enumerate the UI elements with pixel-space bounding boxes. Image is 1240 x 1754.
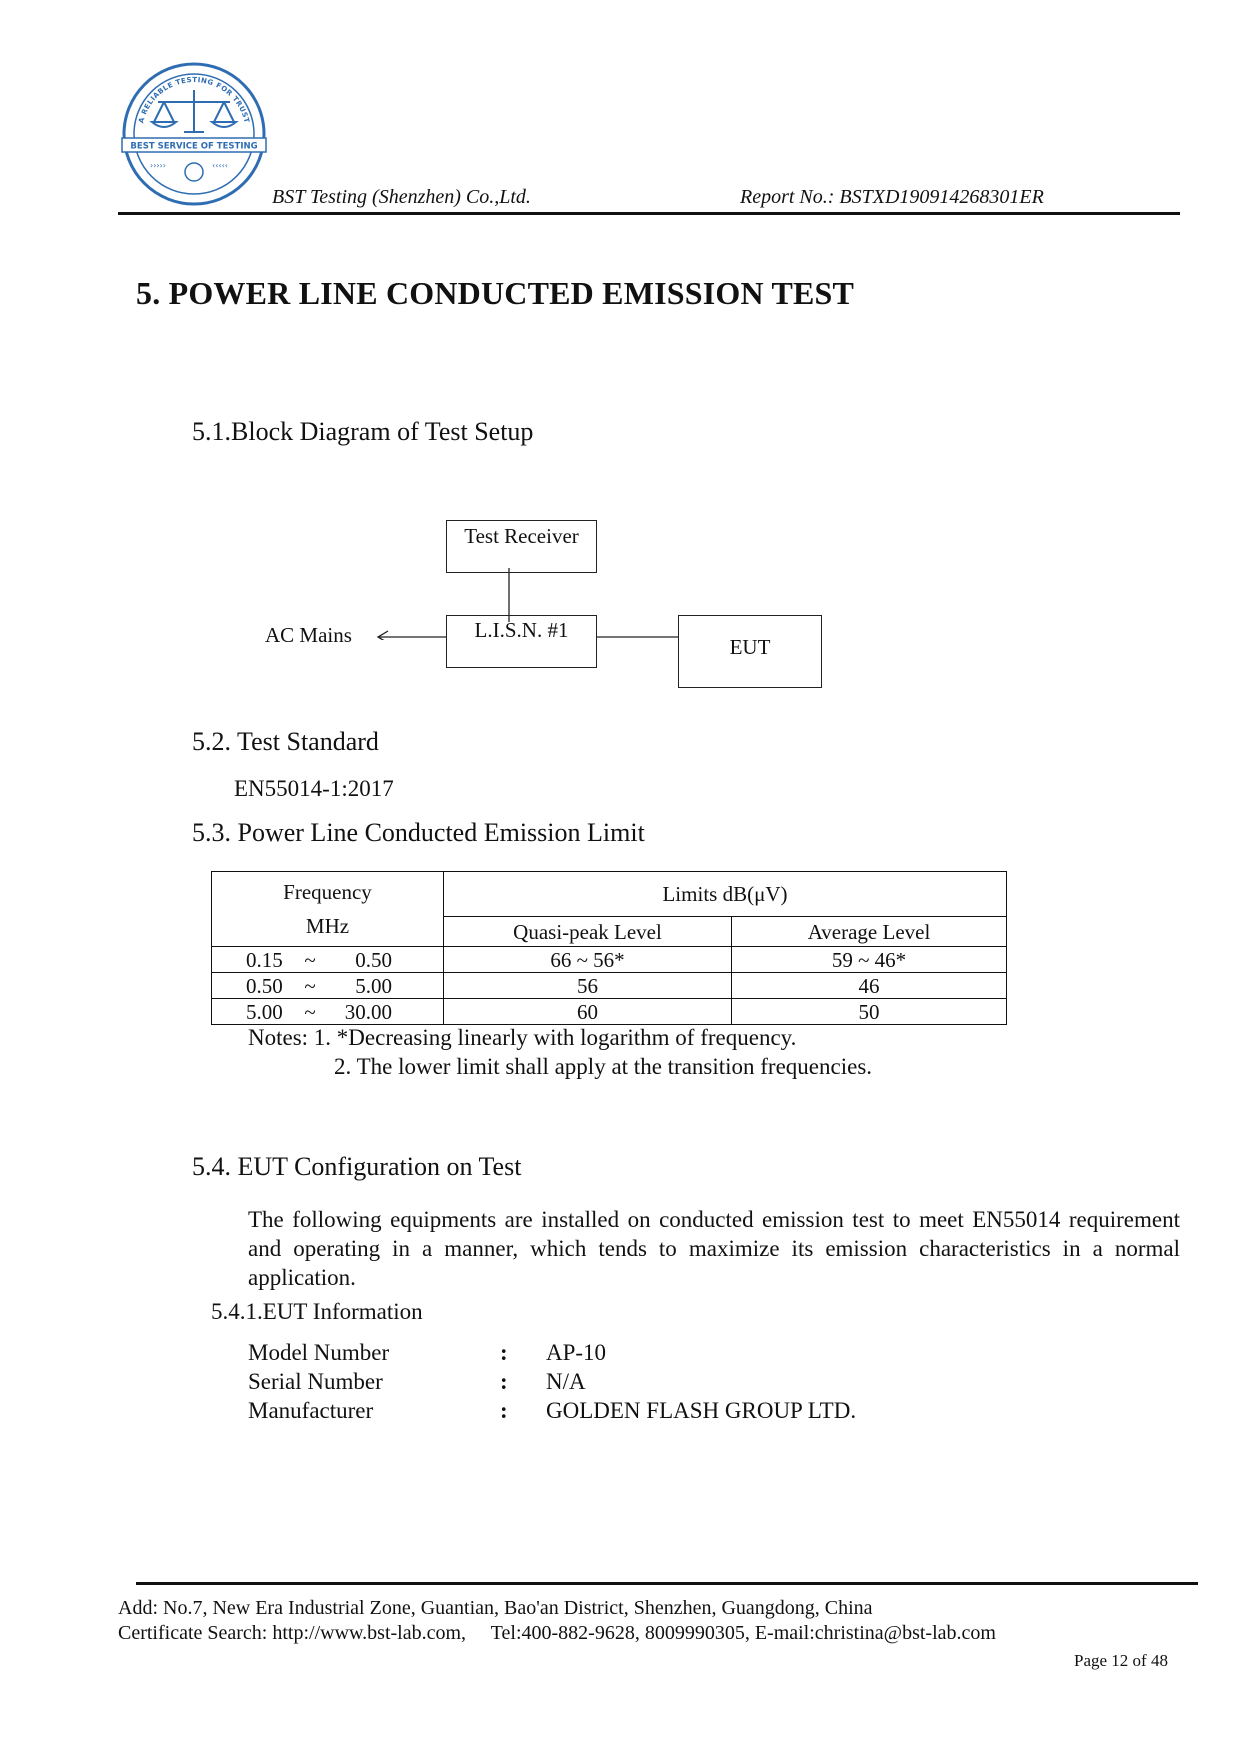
freq-tilde: ~ [304, 999, 316, 1024]
test-standard-value: EN55014-1:2017 [234, 776, 394, 801]
freq-end: 0.50 [355, 947, 392, 972]
eut-label: EUT [729, 635, 771, 659]
arrow-left-icon [378, 631, 388, 640]
limits-header: Limits dB(μV) [444, 872, 1007, 917]
serial-number-value: N/A [546, 1369, 586, 1394]
report-number: Report No.: BSTXD190914268301ER [740, 186, 1044, 208]
frequency-header: Frequency [283, 880, 372, 904]
table-row [212, 999, 1007, 1025]
svg-text:‹‹‹‹‹: ‹‹‹‹‹ [212, 161, 228, 170]
svg-text:›››››: ››››› [150, 161, 166, 170]
footer-contact: Certificate Search: http://www.bst-lab.com, Tel:400-882-9628, 8009990305, E-mail:christina@bst-lab.com [118, 1622, 996, 1644]
manufacturer-label: Manufacturer [248, 1398, 374, 1423]
freq-end: 5.00 [355, 973, 392, 998]
logo-band-text: BEST SERVICE OF TESTING [130, 141, 258, 152]
manufacturer-colon: : [500, 1398, 508, 1423]
ac-mains-label: AC Mains [265, 623, 352, 647]
chapter-title: 5. POWER LINE CONDUCTED EMISSION TEST [136, 275, 855, 311]
freq-tilde: ~ [304, 947, 316, 972]
section-5-2-heading: 5.2. Test Standard [192, 727, 379, 756]
quasi-peak-cell: 56 [444, 973, 732, 999]
freq-start: 0.50 [246, 973, 283, 998]
frequency-unit-header: MHz [305, 914, 350, 938]
freq-end: 30.00 [344, 999, 392, 1024]
frequency-range-cell [212, 999, 444, 1025]
logo-seal-icon [185, 163, 203, 181]
manufacturer-value: GOLDEN FLASH GROUP LTD. [546, 1398, 857, 1423]
scales-icon [152, 90, 236, 132]
quasi-peak-cell: 60 [444, 999, 732, 1025]
model-number-value: AP-10 [546, 1340, 607, 1365]
frequency-range-cell [212, 947, 444, 973]
emission-limit-table [211, 871, 1007, 1025]
note-1: Notes: 1. *Decreasing linearly with logarithm of frequency. [248, 1025, 797, 1050]
average-cell: 59 ~ 46* [732, 947, 1007, 973]
footer-address: Add: No.7, New Era Industrial Zone, Guantian, Bao'an District, Shenzhen, Guangdong, China [118, 1597, 873, 1619]
logo-ring-text: A RELIABLE TESTING FOR TRUST [137, 75, 251, 125]
header-rule [118, 212, 1180, 215]
test-receiver-label: Test Receiver [464, 524, 579, 548]
section-5-4-heading: 5.4. EUT Configuration on Test [192, 1152, 522, 1181]
model-number-colon: : [500, 1340, 508, 1365]
page-number: Page 12 of 48 [1074, 1651, 1168, 1670]
note-2: 2. The lower limit shall apply at the transition frequencies. [334, 1054, 873, 1079]
quasi-peak-cell: 66 ~ 56* [444, 947, 732, 973]
average-cell: 50 [732, 999, 1007, 1025]
frequency-header-cell [212, 872, 444, 947]
company-name: BST Testing (Shenzhen) Co.,Ltd. [272, 186, 531, 208]
table-row [212, 973, 1007, 999]
freq-start: 5.00 [246, 999, 283, 1024]
freq-start: 0.15 [246, 947, 283, 972]
average-header: Average Level [732, 917, 1007, 947]
eut-config-paragraph: The following equipments are installed on conducted emission test to meet EN55014 requirement and operating in a manner, which tends to maximize its emission characteristics in a normal application. [248, 1207, 1180, 1290]
eut-info-heading: 5.4.1.EUT Information [211, 1299, 423, 1324]
freq-tilde: ~ [304, 973, 316, 998]
serial-number-label: Serial Number [248, 1369, 383, 1394]
footer-rule [136, 1582, 1198, 1585]
diagram-connectors [370, 560, 690, 640]
company-logo [120, 60, 268, 208]
table-row [212, 947, 1007, 973]
model-number-label: Model Number [248, 1340, 390, 1365]
lisn-label: L.I.S.N. #1 [474, 618, 569, 642]
serial-number-colon: : [500, 1369, 508, 1394]
eut-box [678, 615, 822, 688]
average-cell: 46 [732, 973, 1007, 999]
section-5-1-heading: 5.1.Block Diagram of Test Setup [192, 417, 534, 446]
frequency-range-cell [212, 973, 444, 999]
section-5-3-heading: 5.3. Power Line Conducted Emission Limit [192, 818, 645, 847]
quasi-peak-header: Quasi-peak Level [444, 917, 732, 947]
